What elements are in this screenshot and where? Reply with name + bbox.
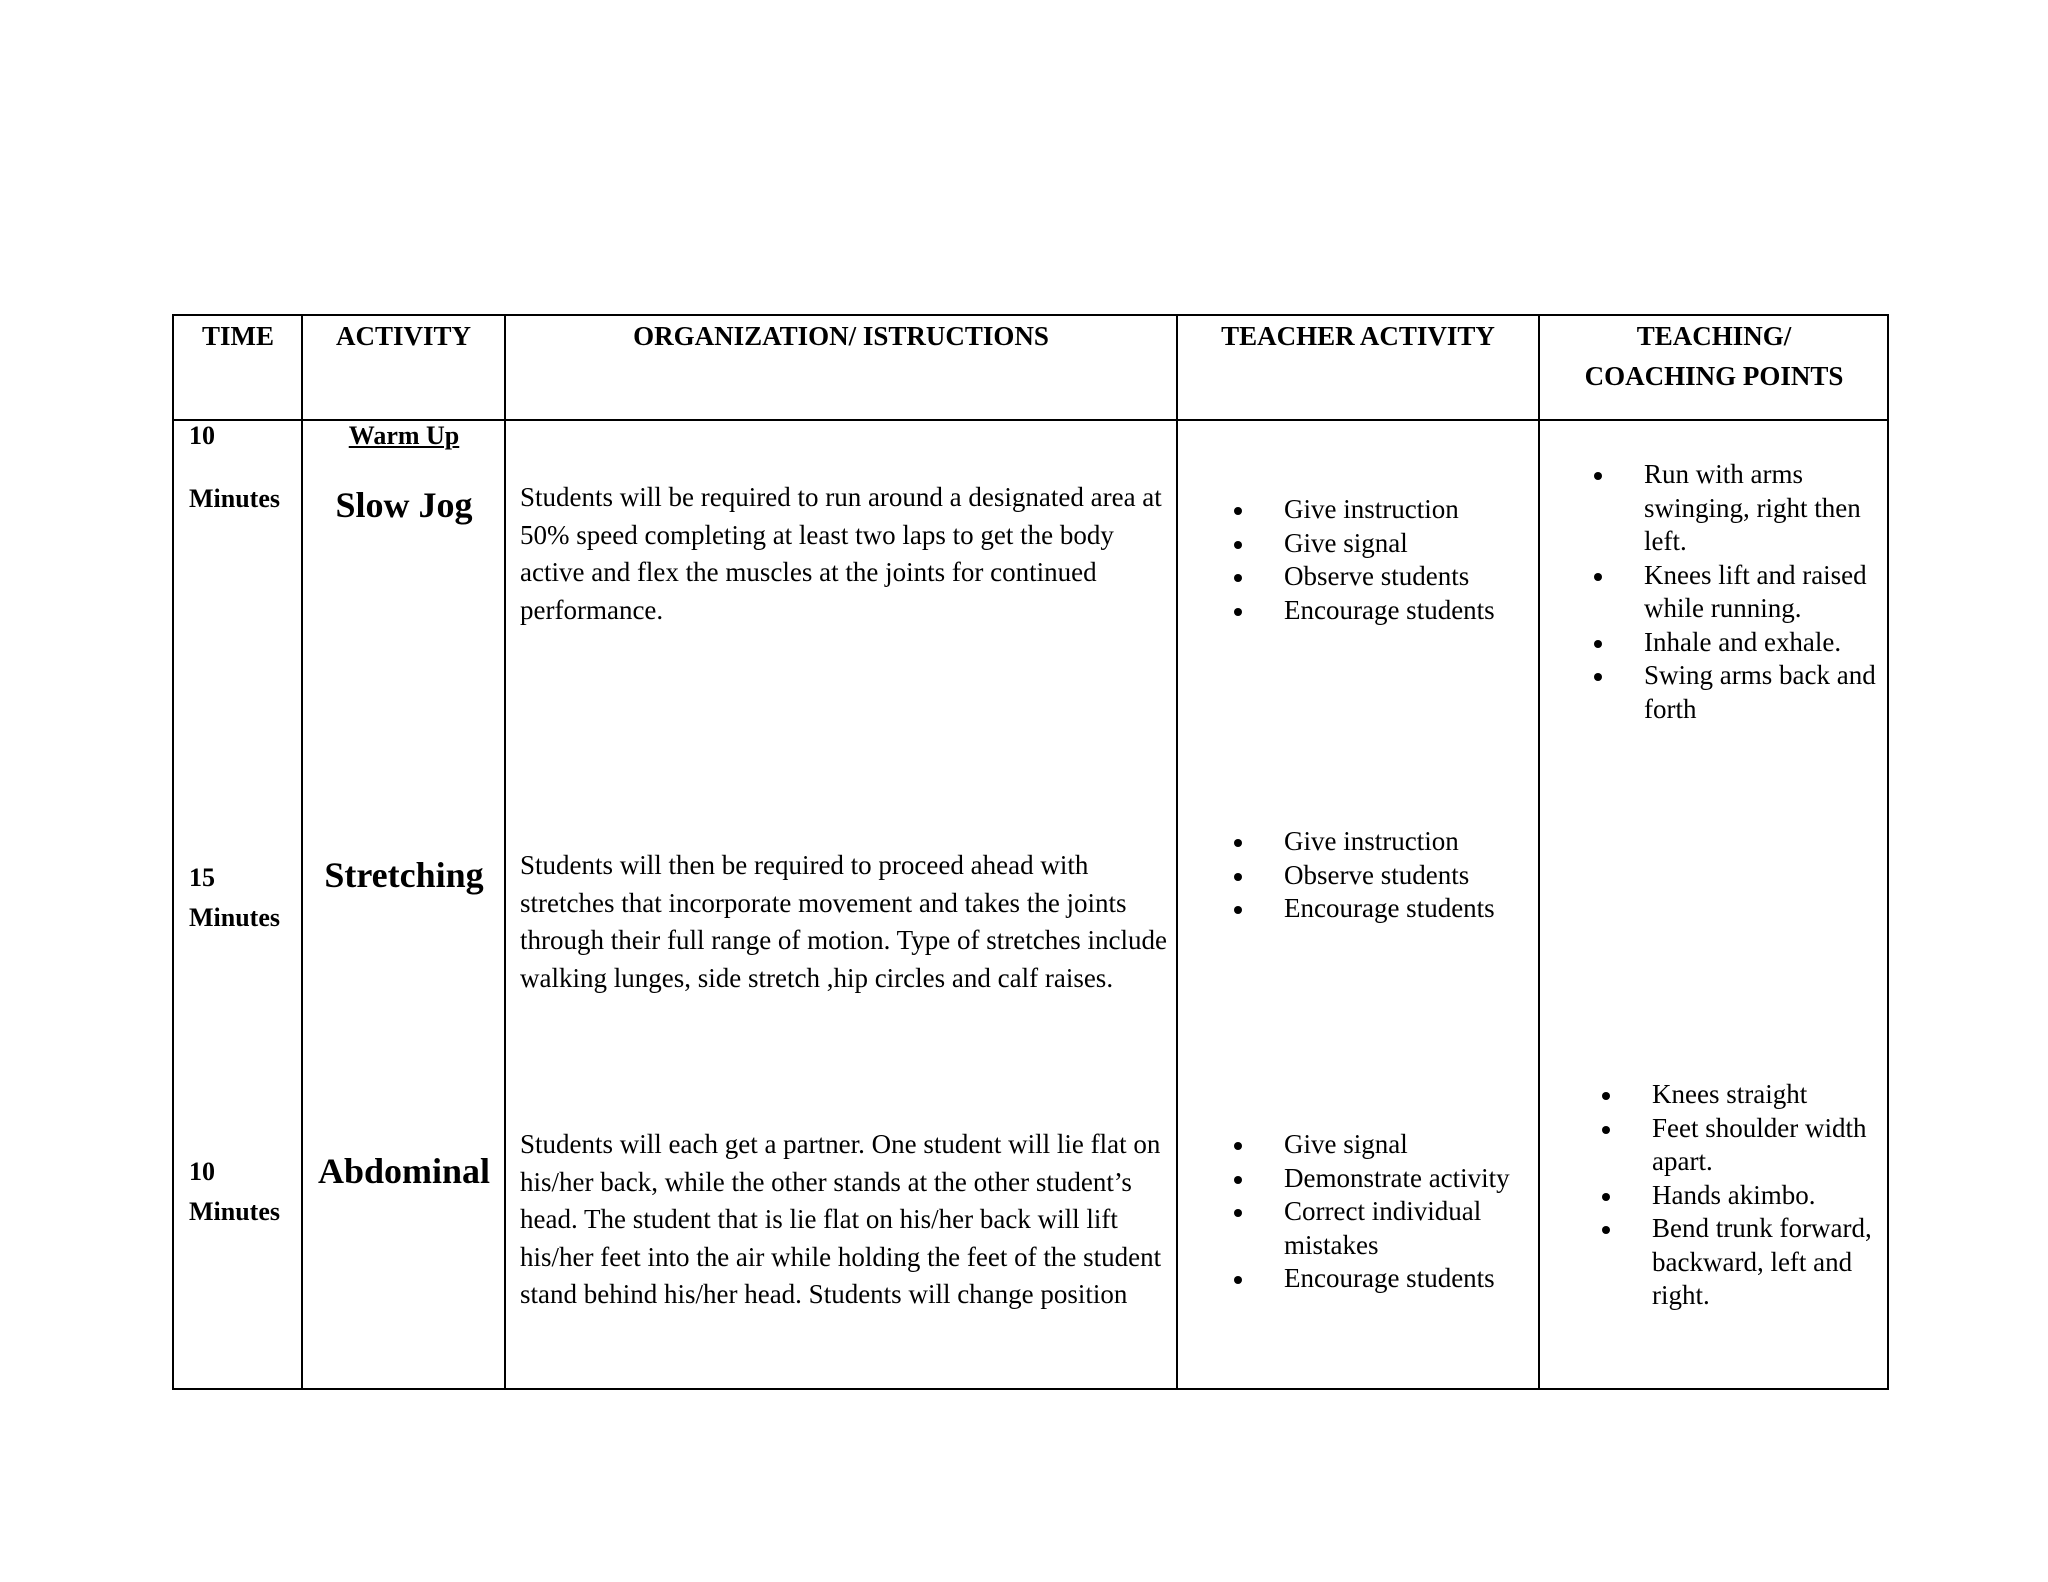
row2-time-unit: Minutes	[189, 903, 280, 932]
row1-teacher-list	[1234, 493, 1534, 627]
column-divider	[504, 316, 506, 1388]
row3-time-value: 10	[189, 1157, 215, 1186]
lesson-plan-table	[172, 314, 1889, 1390]
bullet-icon	[1234, 608, 1242, 616]
bullet-icon	[1234, 541, 1242, 549]
list-item: Inhale and exhale.	[1594, 626, 1884, 660]
row2-activity: Stretching	[324, 855, 484, 895]
bullet-icon	[1234, 1209, 1242, 1217]
bullet-icon	[1234, 1142, 1242, 1150]
bullet-icon	[1234, 1276, 1242, 1284]
bullet-icon	[1234, 574, 1242, 582]
list-item: Run with arms swinging, right then left.	[1594, 458, 1884, 559]
bullet-icon	[1234, 839, 1242, 847]
column-divider	[1176, 316, 1178, 1388]
bullet-icon	[1234, 507, 1242, 515]
table-header-row	[174, 316, 1887, 421]
list-item: Encourage students	[1234, 892, 1534, 926]
row1-coaching-list	[1594, 458, 1884, 726]
row3-time-unit: Minutes	[189, 1197, 280, 1226]
header-time: TIME	[201, 321, 274, 351]
list-item: Knees lift and raised while running.	[1594, 559, 1884, 626]
list-item: Correct individual mistakes	[1234, 1195, 1534, 1262]
list-item: Give instruction	[1234, 825, 1534, 859]
row3-coaching-list	[1602, 1078, 1887, 1313]
list-item: Demonstrate activity	[1234, 1162, 1534, 1196]
list-item: Knees straight	[1602, 1078, 1887, 1112]
list-item: Observe students	[1234, 560, 1534, 594]
row3-activity: Abdominal	[317, 1151, 491, 1191]
list-item: Hands akimbo.	[1602, 1179, 1887, 1213]
column-divider	[1538, 316, 1540, 1388]
header-teacher-activity: TEACHER ACTIVITY	[1221, 321, 1495, 351]
header-coaching-line2: COACHING POINTS	[1584, 361, 1844, 391]
bullet-icon	[1602, 1092, 1610, 1100]
row3-teacher-list	[1234, 1128, 1534, 1296]
bullet-icon	[1594, 573, 1602, 581]
row1-activity: Slow Jog	[335, 485, 473, 525]
column-divider	[301, 316, 303, 1388]
row2-time-value: 15	[189, 863, 215, 892]
list-item: Give signal	[1234, 527, 1534, 561]
row1-instructions: Students will be required to run around a designated area at 50% speed completing at least two laps to get the body active and flex the muscles at the joints for continued performance.	[520, 482, 1162, 625]
row1-time-value: 10	[189, 421, 215, 450]
list-item: Observe students	[1234, 859, 1534, 893]
bullet-icon	[1234, 906, 1242, 914]
row2-teacher-list	[1234, 825, 1534, 926]
list-item: Encourage students	[1234, 594, 1534, 628]
section-label-warm-up: Warm Up	[348, 421, 460, 450]
bullet-icon	[1602, 1126, 1610, 1134]
bullet-icon	[1234, 1176, 1242, 1184]
row3-instructions: Students will each get a partner. One student will lie flat on his/her back, while the other stands at the other student’s head. The student that is lie flat on his/her back will lift his/her feet into the air while holding the feet of the student stand behind his/her head. Students will change position	[520, 1129, 1162, 1309]
header-organization: ORGANIZATION/ ISTRUCTIONS	[633, 321, 1049, 351]
list-item: Swing arms back and forth	[1594, 659, 1884, 726]
bullet-icon	[1594, 640, 1602, 648]
list-item: Bend trunk forward, backward, left and right.	[1602, 1212, 1887, 1313]
bullet-icon	[1594, 673, 1602, 681]
list-item: Feet shoulder width apart.	[1602, 1112, 1887, 1179]
header-coaching-points	[1539, 316, 1889, 396]
bullet-icon	[1602, 1193, 1610, 1201]
list-item: Encourage students	[1234, 1262, 1534, 1296]
bullet-icon	[1234, 873, 1242, 881]
list-item: Give instruction	[1234, 493, 1534, 527]
bullet-icon	[1602, 1226, 1610, 1234]
row2-instructions: Students will then be required to proceed ahead with stretches that incorporate movement and takes the joints through their full range of motion. Type of stretches include walking lunges, side stretch ,hip circles and calf raises.	[520, 850, 1167, 993]
bullet-icon	[1594, 472, 1602, 480]
header-activity: ACTIVITY	[335, 321, 472, 351]
header-coaching-line1: TEACHING/	[1636, 321, 1792, 351]
list-item: Give signal	[1234, 1128, 1534, 1162]
row1-time-unit: Minutes	[189, 484, 280, 513]
